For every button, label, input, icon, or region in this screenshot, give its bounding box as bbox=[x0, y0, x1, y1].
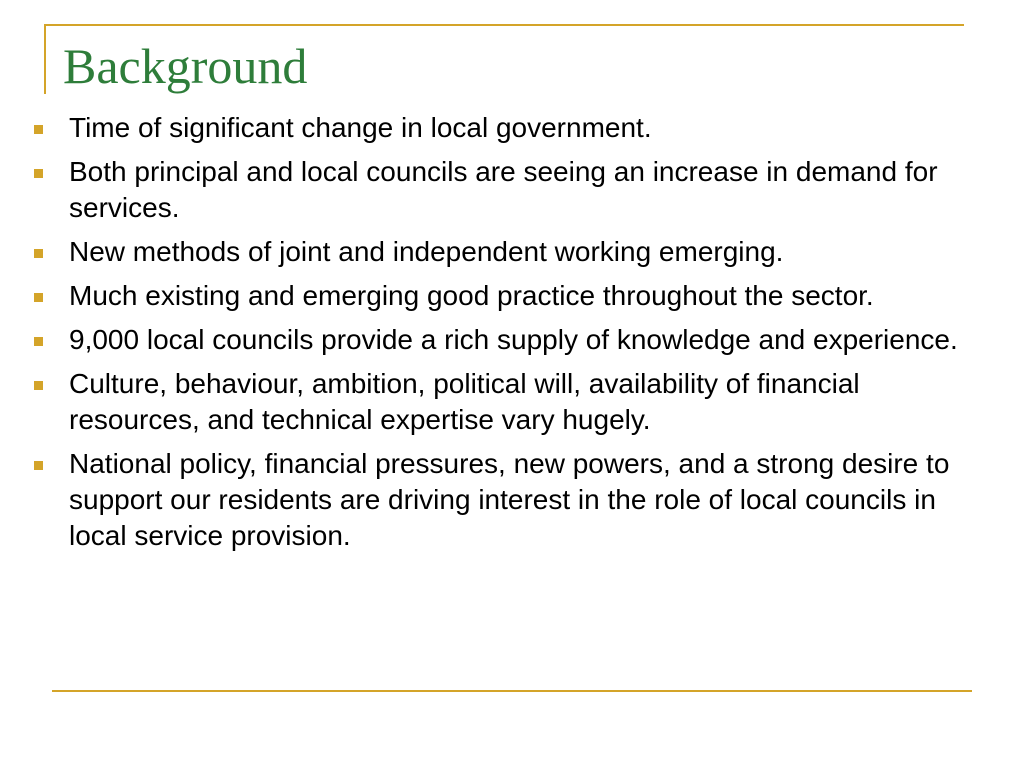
bullet-item bbox=[30, 322, 980, 358]
bullet-list bbox=[30, 110, 980, 562]
bullet-text: 9,000 local councils provide a rich supply of knowledge and experience. bbox=[69, 324, 958, 355]
square-bullet-icon bbox=[34, 337, 43, 346]
square-bullet-icon bbox=[34, 293, 43, 302]
square-bullet-icon bbox=[34, 381, 43, 390]
top-rule bbox=[44, 24, 964, 26]
bullet-item bbox=[30, 110, 980, 146]
bullet-item bbox=[30, 278, 980, 314]
bullet-text: National policy, financial pressures, new powers, and a strong desire to support our residents are driving interest in the role of local councils in local service provision. bbox=[69, 448, 950, 551]
bullet-text: Time of significant change in local government. bbox=[69, 112, 652, 143]
bullet-item bbox=[30, 366, 980, 438]
bullet-item bbox=[30, 154, 980, 226]
bullet-text: New methods of joint and independent working emerging. bbox=[69, 236, 784, 267]
bullet-text: Culture, behaviour, ambition, political will, availability of financial resources, and technical expertise vary hugely. bbox=[69, 368, 860, 435]
slide-title: Background bbox=[63, 38, 308, 94]
square-bullet-icon bbox=[34, 169, 43, 178]
square-bullet-icon bbox=[34, 461, 43, 470]
bullet-item bbox=[30, 446, 980, 554]
bullet-text: Much existing and emerging good practice throughout the sector. bbox=[69, 280, 874, 311]
square-bullet-icon bbox=[34, 125, 43, 134]
bullet-text: Both principal and local councils are seeing an increase in demand for services. bbox=[69, 156, 938, 223]
bullet-item bbox=[30, 234, 980, 270]
left-rule bbox=[44, 24, 46, 94]
bottom-rule bbox=[52, 690, 972, 692]
square-bullet-icon bbox=[34, 249, 43, 258]
